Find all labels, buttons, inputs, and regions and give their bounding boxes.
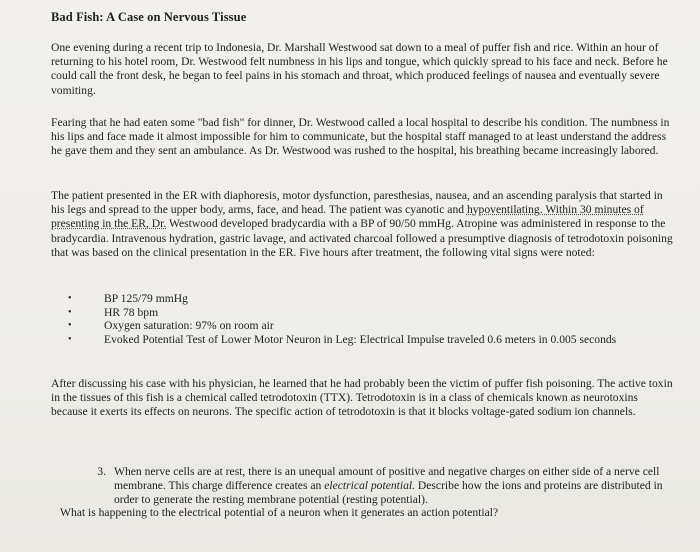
list-item xyxy=(68,306,668,320)
bullet-icon: • xyxy=(68,333,72,345)
paragraph-text-part: The patient presented in the ER with diaphoresis, motor dysfunction, paresthesias, nausea, and an ascending paralysis that started in his legs and spread to the upper body, arms, face, and head. The patient was cyanotic and xyxy=(51,189,663,217)
list-item xyxy=(68,319,668,333)
question-emphasis: electrical potential. xyxy=(324,478,415,492)
bullet-icon: • xyxy=(68,293,72,304)
underlined-text: hypoventilating. Within 30 minutes of presenting in the ER, Dr. xyxy=(51,203,644,231)
paragraph-er-presentation xyxy=(51,189,673,260)
paragraph-hospital-call xyxy=(51,116,673,159)
question-row xyxy=(60,465,672,506)
vital-sign-text: Oxygen saturation: 97% on room air xyxy=(104,319,274,333)
paragraph-text: One evening during a recent trip to Indonesia, Dr. Marshall Westwood sat down to a meal of puffer fish and rice. Within an hour of returning to his hotel room, Dr. Westwood felt numbness in his lips and tongue, which quickly spread to his face and neck. Before he could call the front desk, he began to feel pains in his stomach and throat, which produced feelings of nausea and eventually severe vomiting. xyxy=(51,41,668,97)
bullet-icon: • xyxy=(68,306,72,318)
paragraph-diagnosis xyxy=(51,377,673,420)
vital-sign-text: HR 78 bpm xyxy=(104,305,159,319)
question-block xyxy=(60,465,672,520)
paragraph-text-part: Westwood developed bradycardia with a BP of 90/50 mmHg. Atropine was administered in response to the bradycardia. Intravenous hydration, gastric lavage, and activated charcoal followed a presumptive diagnosis of tetrodotoxin poisoning that was based on the clinical presentation in the ER. Five hours after treatment, the following vital signs were noted: xyxy=(51,217,673,259)
paragraph-text: Fearing that he had eaten some "bad fish" for dinner, Dr. Westwood called a local hospital to describe his condition. The numbness in his lips and face made it almost impossible for him to communicate, but the hospital staff managed to at least understand the address he gave them and they sent an ambulance. As Dr. Westwood was rushed to the hospital, his breathing became increasingly labored. xyxy=(51,116,670,158)
vital-sign-text: Evoked Potential Test of Lower Motor Neuron in Leg: Electrical Impulse traveled 0.6 meters in 0.005 seconds xyxy=(104,332,617,346)
paragraph-text xyxy=(51,189,673,260)
question-followup: What is happening to the electrical potential of a neuron when it generates an action potential? xyxy=(60,506,499,520)
list-item xyxy=(68,292,668,306)
question-text-part: When nerve cells are at rest, there is an unequal amount of positive and negative charges on either side of a nerve cell membrane. This charge difference creates an xyxy=(114,465,660,492)
vital-signs-list xyxy=(68,292,668,346)
question-number: 3. xyxy=(97,465,106,478)
question-text xyxy=(106,465,672,506)
list-item xyxy=(68,333,668,347)
bullet-icon: • xyxy=(68,320,72,332)
vital-sign-text: BP 125/79 mmHg xyxy=(104,292,188,305)
paragraph-text: After discussing his case with his physician, he learned that he had probably been the victim of puffer fish poisoning. The active toxin in the tissues of this fish is a chemical called tetrodotoxin (TTX). Tetrodotoxin is in a class of chemicals known as neurotoxins because it exerts its effects on neurons. The specific action of tetrodotoxin is that it blocks voltage-gated sodium ion channels. xyxy=(51,377,673,419)
question-text-part: Describe how the ions and proteins are distributed in order to generate the resting membrane potential (resting potential). xyxy=(114,478,663,506)
document-title: Bad Fish: A Case on Nervous Tissue xyxy=(51,10,247,24)
paragraph-intro xyxy=(51,41,673,98)
